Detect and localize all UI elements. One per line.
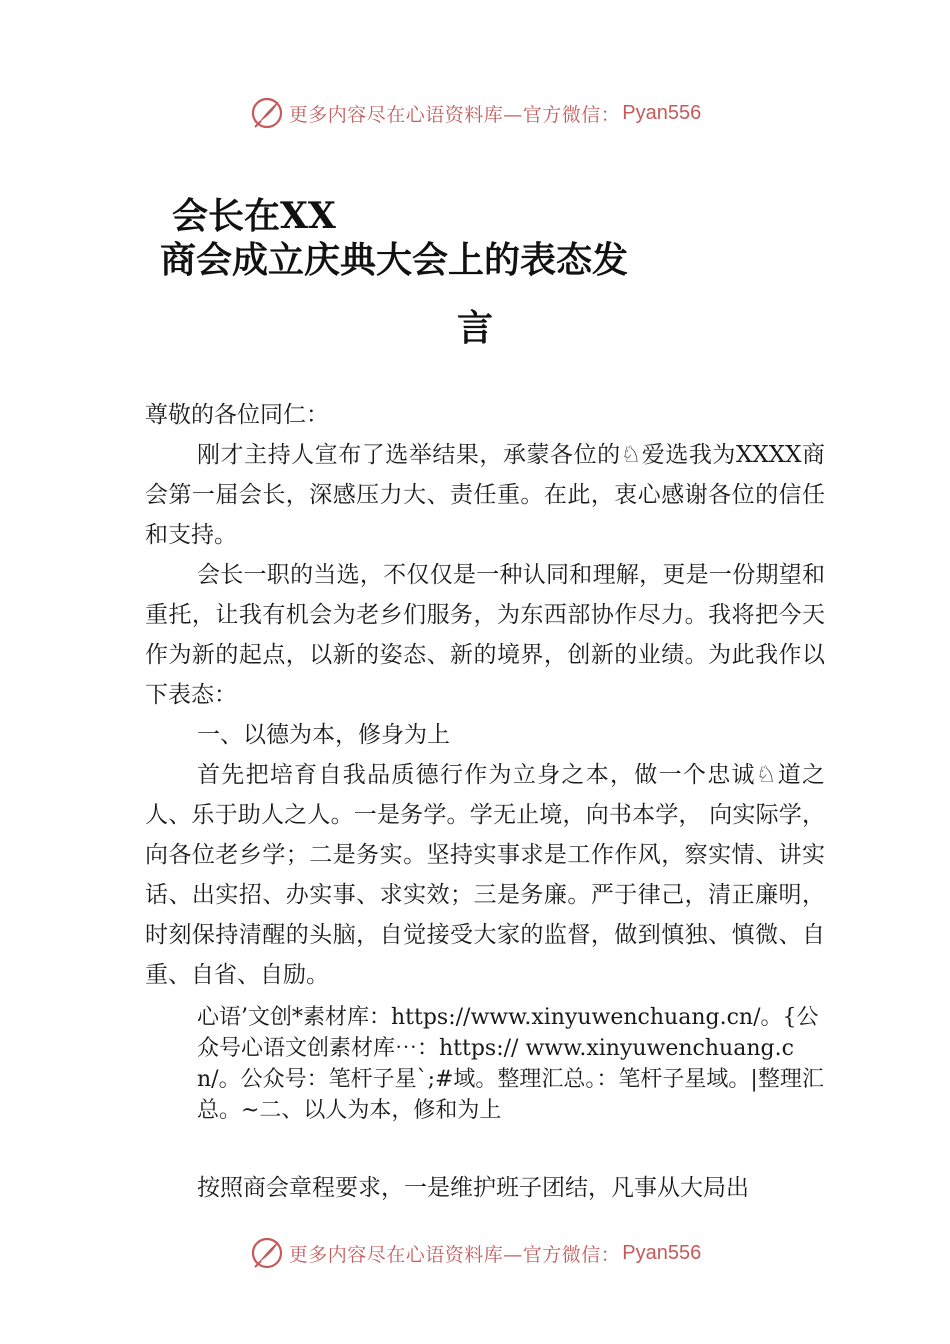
title-line-3: 言: [457, 307, 494, 349]
watermark-note: 心语’文创*素材库：https://www.xinyuwenchuang.cn/。{公众号心语文创素材库⋯：https:// www.xinyuwenchuang.cn/。公众号：笔杆子星`;#域。整理汇总。：笔杆子星域。|整理汇总。~二、以人为本，修和为上: [197, 1005, 824, 1123]
document-body: [145, 395, 825, 995]
paragraph: 会长一职的当选，不仅仅是一种认同和理解，更是一份期望和重托，让我有机会为老乡们服务，为东西部协作尽力。我将把今天作为新的起点，以新的姿态、新的境界，创新的业绩。为此我作以下表态：: [145, 562, 825, 708]
banner-text: 更多内容尽在心语资料库—官方微信：: [288, 103, 621, 126]
banner-wechat-id: Pyan556: [622, 101, 702, 124]
title-line-2: 商会成立庆典大会上的表态发: [160, 239, 629, 281]
salutation: 尊敬的各位同仁：: [145, 402, 329, 428]
paragraph-last-line: 按照商会章程要求，一是维护班子团结，凡事从大局出: [197, 1175, 749, 1201]
section-heading: 一、以德为本，修身为上: [197, 722, 450, 748]
paragraph: 刚才主持人宣布了选举结果，承蒙各位的♘爱选我为XXXX商会第一届会长，深感压力大、责任重。在此，衷心感谢各位的信任和支持。: [145, 442, 825, 548]
feather-pen-logo-icon: [249, 1235, 285, 1271]
title-line-1: 会长在XX: [172, 195, 336, 237]
banner-wechat-id: Pyan556: [622, 1241, 702, 1264]
banner-text: 更多内容尽在心语资料库—官方微信：: [288, 1243, 621, 1266]
feather-pen-logo-icon: [249, 95, 285, 131]
paragraph: 首先把培育自我品质德行作为立身之本，做一个忠诚♘道之人、乐于助人之人。一是务学。学无止境，向书本学， 向实际学，向各位老乡学；二是务实。坚持实事求是工作作风，察实情、讲实话、出实招、办实事、求实效；三是务廉。严于律己，清正廉明，时刻保持清醒的头脑，自觉接受大家的监督，做到慎独、慎微、自重、自省、自励。: [145, 762, 825, 988]
header-banner: [0, 93, 950, 133]
footer-banner: [0, 1233, 950, 1273]
